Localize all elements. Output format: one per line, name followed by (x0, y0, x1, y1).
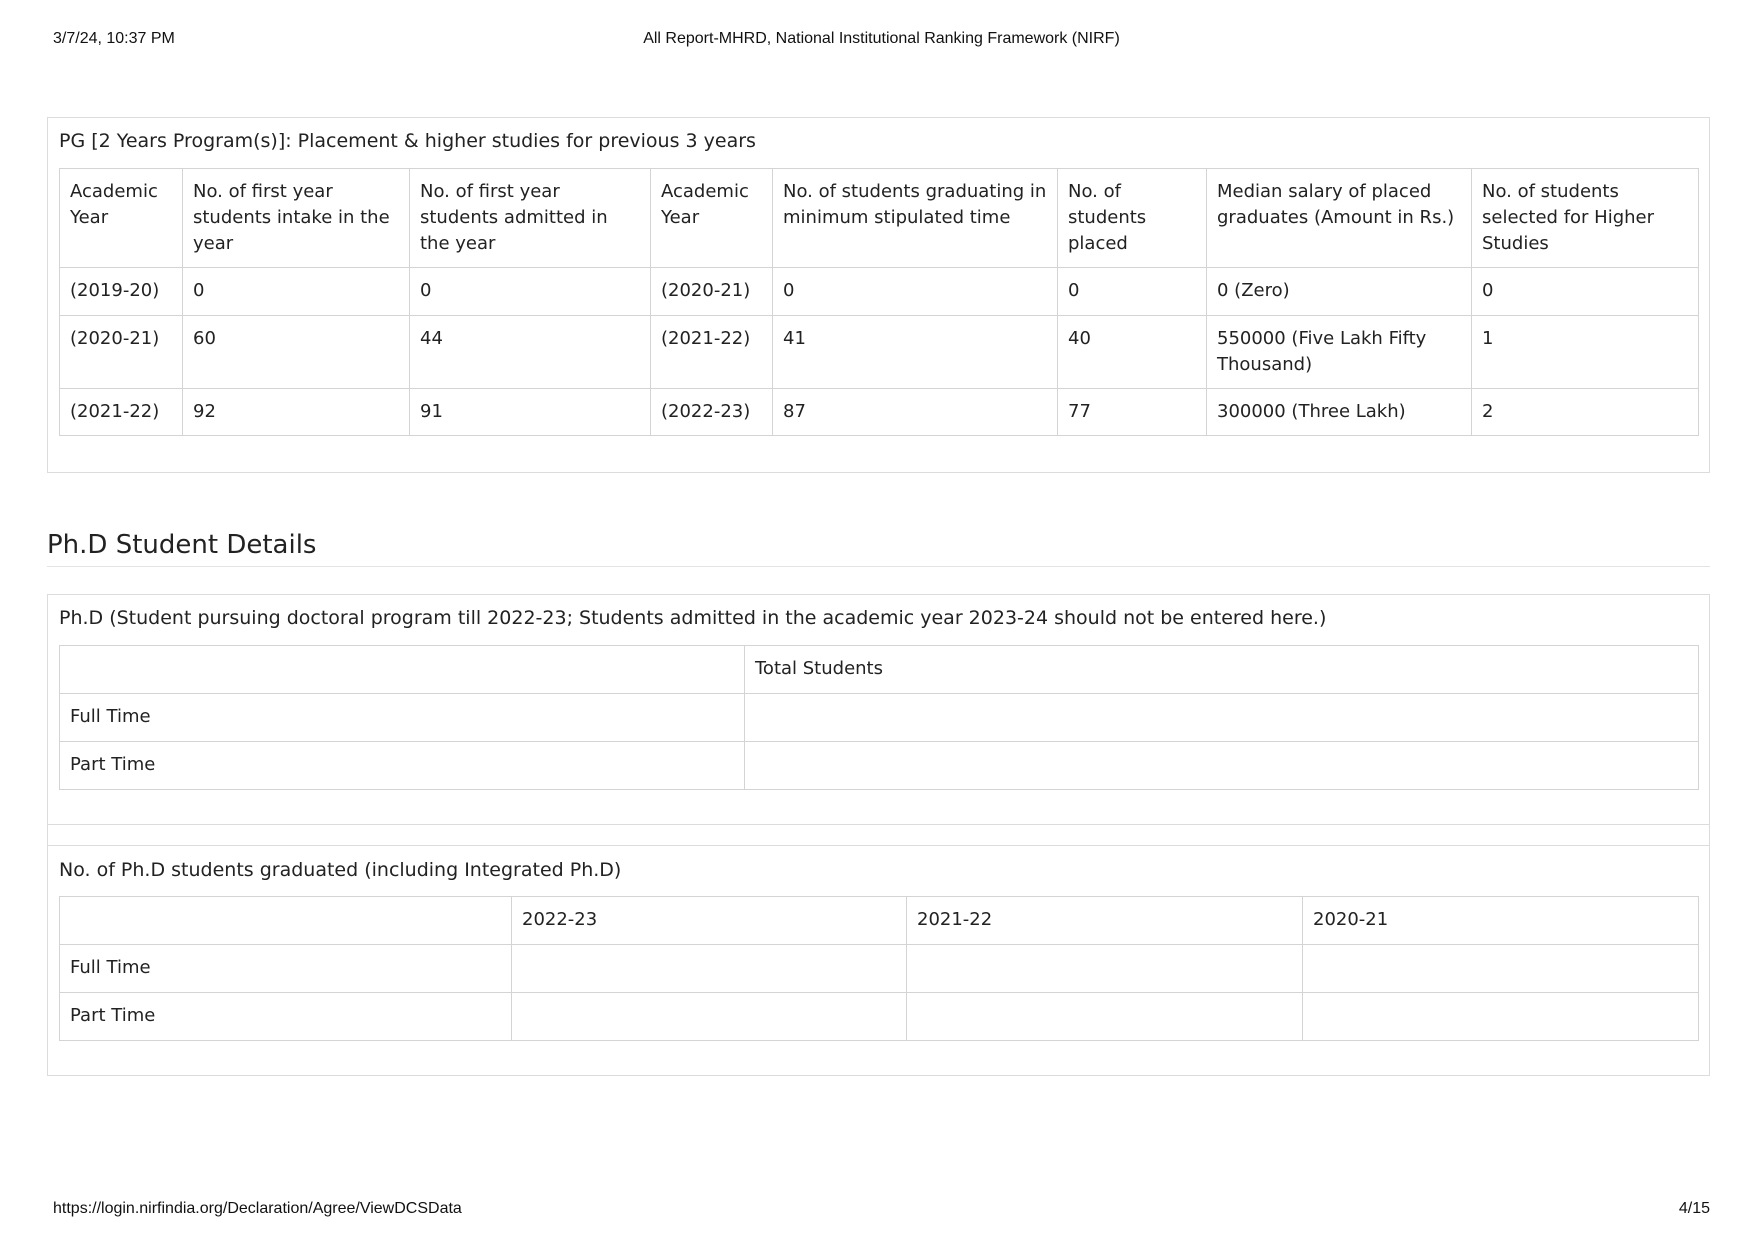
table-cell (512, 993, 907, 1041)
table-cell: 0 (410, 268, 651, 316)
phd-enrolment-title: Ph.D (Student pursuing doctoral program till 2022-23; Students admitted in the academic year 2023-24 should not be entered here.) (59, 607, 1327, 629)
table-cell: 92 (183, 389, 410, 436)
table-cell: (2021-22) (60, 389, 183, 436)
phd-graduated-table (59, 896, 1699, 1041)
pg-placement-title: PG [2 Years Program(s)]: Placement & higher studies for previous 3 years (59, 130, 756, 152)
table-cell (907, 993, 1303, 1041)
phd-enrolment-table (59, 645, 1699, 790)
table-row (60, 742, 1699, 790)
column-header: No. of students placed (1058, 169, 1207, 268)
phd-section-heading: Ph.D Student Details (47, 530, 1710, 567)
table-cell: 0 (1058, 268, 1207, 316)
column-header: No. of students graduating in minimum stipulated time (773, 169, 1058, 268)
table-cell: 0 (183, 268, 410, 316)
table-cell: 91 (410, 389, 651, 436)
column-header (60, 897, 512, 945)
table-cell: 87 (773, 389, 1058, 436)
column-header: 2020-21 (1303, 897, 1699, 945)
table-cell: (2020-21) (60, 316, 183, 389)
table-cell: 1 (1472, 316, 1699, 389)
column-header: 2021-22 (907, 897, 1303, 945)
column-header: No. of first year students intake in the year (183, 169, 410, 268)
table-cell: 41 (773, 316, 1058, 389)
column-header: No. of first year students admitted in the year (410, 169, 651, 268)
pg-placement-panel (47, 117, 1710, 473)
table-cell: 2 (1472, 389, 1699, 436)
table-row (60, 993, 1699, 1041)
column-header: 2022-23 (512, 897, 907, 945)
table-row (60, 316, 1699, 389)
row-label: Part Time (60, 993, 512, 1041)
table-cell: (2020-21) (651, 268, 773, 316)
table-cell (1303, 945, 1699, 993)
table-cell: (2022-23) (651, 389, 773, 436)
column-header: Total Students (745, 646, 1699, 694)
table-cell: 0 (773, 268, 1058, 316)
table-cell (745, 694, 1699, 742)
pg-placement-table (59, 168, 1699, 436)
table-cell: (2019-20) (60, 268, 183, 316)
table-cell: (2021-22) (651, 316, 773, 389)
table-row (60, 268, 1699, 316)
table-cell: 77 (1058, 389, 1207, 436)
table-cell: 60 (183, 316, 410, 389)
print-header (53, 30, 1710, 52)
table-row (60, 694, 1699, 742)
print-footer (53, 1200, 1710, 1222)
table-cell (512, 945, 907, 993)
table-cell (907, 945, 1303, 993)
panel-divider (48, 845, 1709, 846)
table-header-row (60, 897, 1699, 945)
row-label: Part Time (60, 742, 745, 790)
table-row (60, 389, 1699, 436)
table-cell: 0 (1472, 268, 1699, 316)
table-row (60, 945, 1699, 993)
column-header: No. of students selected for Higher Studies (1472, 169, 1699, 268)
table-header-row (60, 169, 1699, 268)
row-label: Full Time (60, 945, 512, 993)
phd-graduated-title: No. of Ph.D students graduated (including Integrated Ph.D) (59, 859, 622, 881)
print-page-title: All Report-MHRD, National Institutional Ranking Framework (NIRF) (643, 30, 1120, 47)
row-label: Full Time (60, 694, 745, 742)
table-cell (1303, 993, 1699, 1041)
table-cell: 300000 (Three Lakh) (1207, 389, 1472, 436)
page-number: 4/15 (1678, 1200, 1710, 1217)
table-header-row (60, 646, 1699, 694)
page-url[interactable]: https://login.nirfindia.org/Declaration/Agree/ViewDCSData (53, 1200, 462, 1217)
table-cell (745, 742, 1699, 790)
print-datetime: 3/7/24, 10:37 PM (53, 30, 175, 47)
table-cell: 550000 (Five Lakh Fifty Thousand) (1207, 316, 1472, 389)
column-header: Median salary of placed graduates (Amount in Rs.) (1207, 169, 1472, 268)
column-header: Academic Year (60, 169, 183, 268)
phd-details-panel (47, 594, 1710, 1076)
column-header: Academic Year (651, 169, 773, 268)
table-cell: 0 (Zero) (1207, 268, 1472, 316)
column-header (60, 646, 745, 694)
table-cell: 44 (410, 316, 651, 389)
panel-divider (48, 824, 1709, 825)
table-cell: 40 (1058, 316, 1207, 389)
